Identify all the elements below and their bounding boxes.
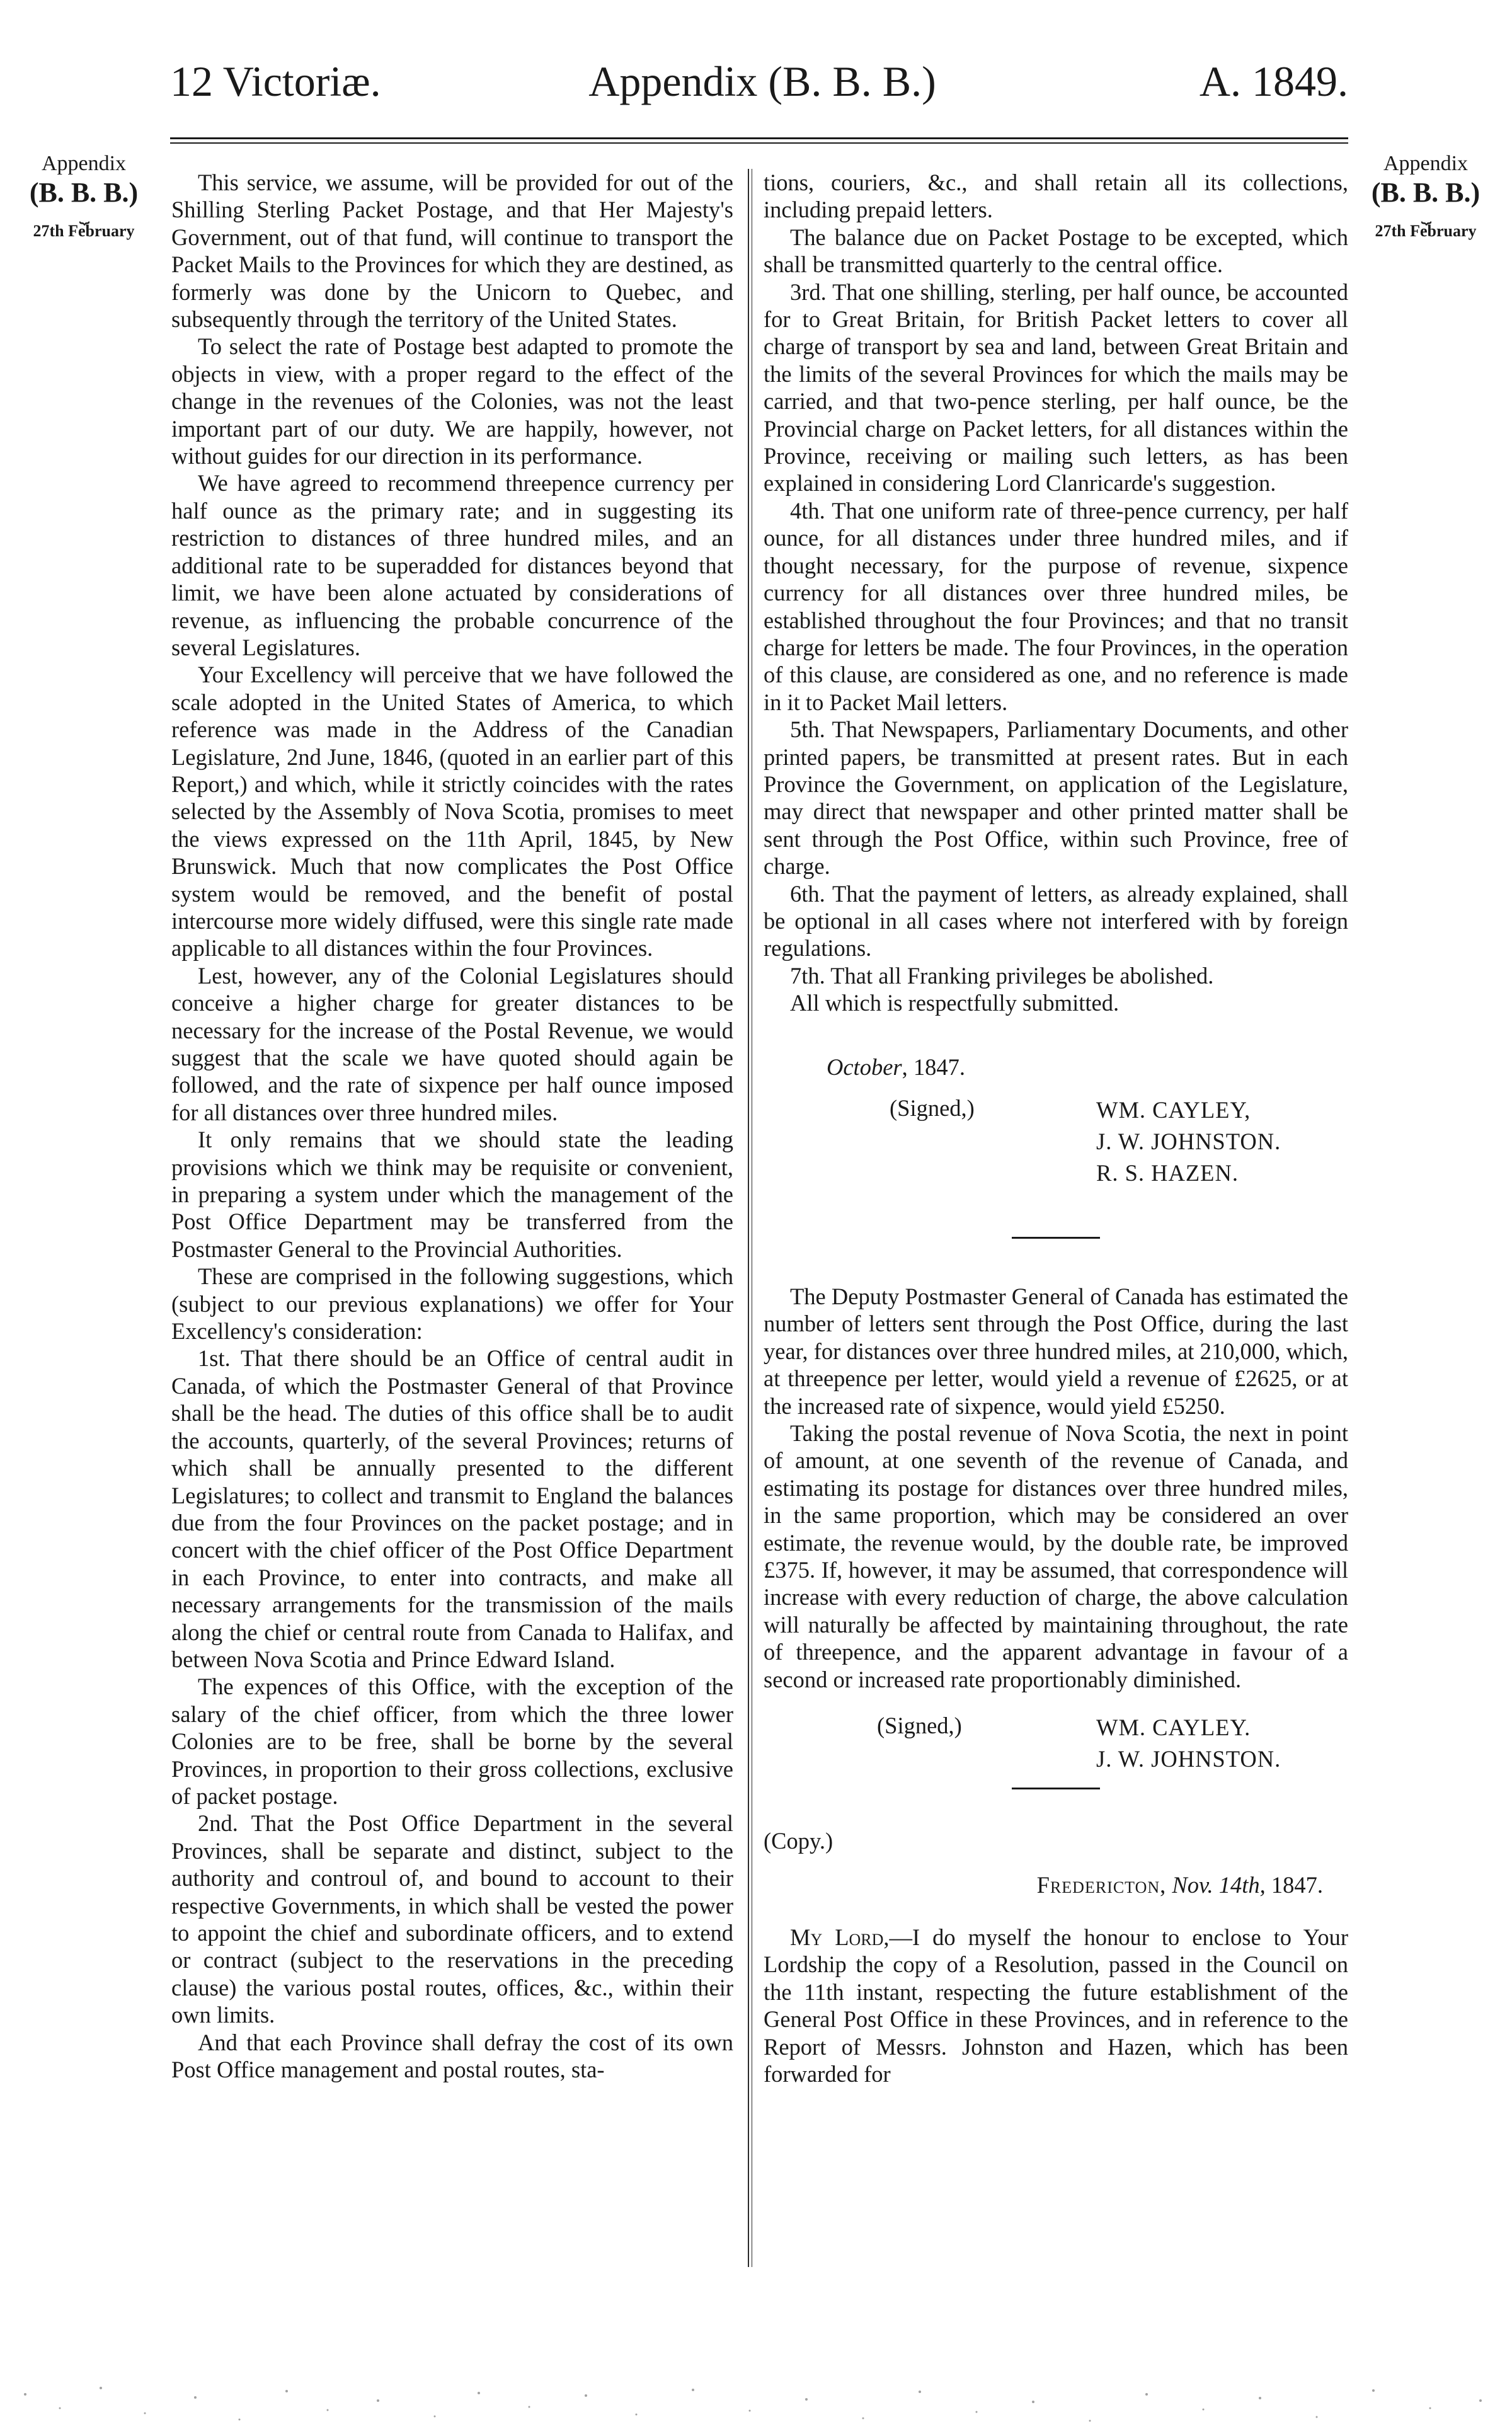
paragraph: The Deputy Postmaster General of Canada has estimated the number of letters sent through the Post Office, during the last year, for distances over three hundred miles, at 210,000, which, at threepence per letter, would yield a revenue of £2625, or at the increased rate of sixpence, would yield £5250. bbox=[764, 1283, 1348, 1419]
paragraph: We have agreed to recommend threepence currency per half ounce as the primary rate; and in suggesting its restriction to distances of three hundred miles, and an additional rate to be superadded for distances beyond that limit, we have been alone actuated by considerations of revenue, as influencing the probable concurrence of the several Legislatures. bbox=[171, 470, 733, 660]
report-date-year: , 1847. bbox=[902, 1053, 965, 1080]
paragraph: And that each Province shall defray the cost of its own Post Office management and postal routes, sta- bbox=[171, 2029, 733, 2083]
section-separator bbox=[1012, 1237, 1100, 1239]
signer-name: J. W. JOHNSTON. bbox=[1096, 1746, 1281, 1772]
salutation: My Lord, bbox=[790, 1924, 890, 1950]
letter-place: Fredericton, bbox=[1036, 1871, 1167, 1898]
paragraph: This service, we assume, will be provided for out of the Shilling Sterling Packet Postage, and that Her Majesty's Government, out of that fund, will continue to transport the Packet Mails to the Provinces for which they are destined, as formerly was done by the Unicorn to Quebec, and subsequently through the territory of the United States. bbox=[171, 169, 733, 333]
signer-name: R. S. HAZEN. bbox=[1096, 1160, 1239, 1186]
header-appendix: Appendix (B. B. B.) bbox=[588, 57, 936, 105]
page-header bbox=[170, 57, 1348, 113]
paragraph: Taking the postal revenue of Nova Scotia, the next in point of amount, at one seventh of the revenue of Canada, and estimating its postage for distances over three hundred miles, in the same proportion, which may be considered an over estimate, the revenue would, by the double rate, be improved £375. If, however, it may be assumed, that correspondence will increase with every reduction of charge, the above calculation will naturally be affected by maintaining throughout, the rate of threepence, and the apparent advantage in favour of a second or increased rate proportionably diminished. bbox=[764, 1420, 1348, 1692]
paragraph: Lest, however, any of the Colonial Legislatures should conceive a higher charge for greater distances to be necessary for the increase of the Postal Revenue, we would suggest that the scale we have quoted should again be followed, and the rate of sixpence per half ounce imposed for all distances over three hundred miles. bbox=[171, 962, 733, 1125]
paragraph: The balance due on Packet Postage to be excepted, which shall be transmitted quarterly to the central office. bbox=[764, 224, 1348, 278]
paragraph: Your Excellency will perceive that we have followed the scale adopted in the United States of America, to which reference was made in the Address of the Canadian Legislature, 2nd June, 1846, (quoted in an earlier part of this Report,) and which, while it strictly coincides with the rates selected by the Assembly of Nova Scotia, promises to meet the views expressed on the 11th April, 1845, by New Brunswick. Much that now complicates the Post Office system would be removed, and the benefit of postal intercourse more widely diffused, were this single rate made applicable to all distances within the four Provinces. bbox=[171, 662, 733, 962]
letter-body bbox=[764, 1924, 1348, 2087]
signature-block bbox=[764, 1712, 1348, 1781]
paragraph: To select the rate of Postage best adapted to promote the objects in view, with a proper regard to the effect of the change in the revenues of the Colonies, was not the least important part of our duty. We are happily, however, not without guides for our direction in its performance. bbox=[171, 333, 733, 469]
margin-note-date: 27th February bbox=[33, 222, 135, 240]
paragraph: 7th. That all Franking privileges be abolished. bbox=[790, 962, 1214, 989]
signer-name: J. W. JOHNSTON. bbox=[1096, 1128, 1281, 1154]
scan-noise bbox=[0, 2369, 1512, 2434]
paragraph: The expences of this Office, with the exception of the salary of the chief officer, from which the three lower Colonies are to be free, shall be borne by the several Provinces, in proportion to their gross collections, exclusive of packet postage. bbox=[171, 1673, 733, 1809]
letter-year: 1847. bbox=[1271, 1871, 1323, 1898]
paragraph: tions, couriers, &c., and shall retain all its collections, including prepaid letters. bbox=[764, 169, 1348, 223]
paragraph: 2nd. That the Post Office Department in the several Provinces, shall be separate and distinct, subject to the authority and controul of, and bound to account to their respective Governments, in which shall be vested the power to appoint the chief and subordinate officers, and to extend or contract (subject to the reservations in the preceding clause) the various postal routes, offices, &c., within their own limits. bbox=[171, 1810, 733, 2028]
header-year: A. 1849. bbox=[1199, 57, 1348, 105]
margin-note-right bbox=[1353, 151, 1498, 242]
paragraph: 6th. That the payment of letters, as already explained, shall be optional in all cases where not interfered with by foreign regulations. bbox=[764, 880, 1348, 962]
section-separator bbox=[1012, 1788, 1100, 1789]
signed-label: (Signed,) bbox=[877, 1713, 962, 1739]
column-divider bbox=[748, 169, 749, 2267]
margin-note-left bbox=[11, 151, 156, 242]
paragraph: All which is respectfully submitted. bbox=[790, 990, 1120, 1016]
paragraph: 3rd. That one shilling, sterling, per half ounce, be accounted for to Great Britain, for British Packet letters to cover all charge of transport by sea and land, between Great Britain and the limits of the several Provinces for which the mails may be carried, and that two-pence sterling, per half ounce, be the Provincial charge on Packet letters, for all distances within the Province, receiving or mailing such letters, as has been explained in considering Lord Clanricarde's suggestion. bbox=[764, 278, 1348, 497]
margin-note-date: 27th February bbox=[1375, 222, 1477, 240]
report-date-month: October bbox=[827, 1053, 902, 1080]
margin-note-code: (B. B. B.) bbox=[29, 177, 139, 208]
margin-brace-icon: ⏟ bbox=[79, 205, 89, 224]
margin-note-code: (B. B. B.) bbox=[1371, 177, 1480, 208]
signer-name: WM. CAYLEY, bbox=[1096, 1097, 1251, 1123]
margin-note-title: Appendix bbox=[41, 152, 127, 175]
letter-dateline bbox=[764, 1871, 1323, 1898]
header-session: 12 Victoriæ. bbox=[170, 57, 381, 105]
signer-name: WM. CAYLEY. bbox=[1096, 1714, 1251, 1741]
paragraph: These are comprised in the following suggestions, which (subject to our previous explanations) we offer for Your Excellency's consideration: bbox=[171, 1263, 733, 1345]
paragraph: 5th. That Newspapers, Parliamentary Documents, and other printed papers, be transmitted at present rates. But in each Province the Government, on application of the Legislature, may direct that newspaper and other printed matter shall be sent through the Post Office, within such Province, free of charge. bbox=[764, 716, 1348, 880]
letter-date: Nov. 14th, bbox=[1172, 1871, 1266, 1898]
margin-brace-icon: ⏟ bbox=[1421, 205, 1431, 224]
signer-names bbox=[1096, 1712, 1281, 1775]
signer-names bbox=[1096, 1094, 1281, 1189]
header-rule-thin bbox=[170, 142, 1348, 144]
copy-label: (Copy.) bbox=[764, 1828, 833, 1854]
paragraph: 4th. That one uniform rate of three-pence currency, per half ounce, for all distances under three hundred miles, and if thought necessary, for the purpose of revenue, sixpence currency for all distances over three hundred miles, be established throughout the four Provinces; and that no transit charge for letters be made. The four Provinces, in the operation of this clause, are considered as one, and no reference is made in it to Packet Mail letters. bbox=[764, 497, 1348, 715]
margin-note-title: Appendix bbox=[1383, 152, 1469, 175]
right-column bbox=[764, 169, 1348, 2087]
paragraph: It only remains that we should state the leading provisions which we think may be requisite or convenient, in preparing a system under which the management of the Post Office Department may be transferred from the Postmaster General to the Provincial Authorities. bbox=[171, 1127, 733, 1262]
signature-block bbox=[764, 1094, 1348, 1202]
signed-label: (Signed,) bbox=[890, 1095, 975, 1121]
letter-text: —I do myself the honour to enclose to Your Lordship the copy of a Resolution, passed in the Council on the 11th instant, respecting the future establishment of the General Post Office in these Provinces, and in reference to the Report of Messrs. Johnston and Hazen, which has been forwarded for bbox=[764, 1924, 1348, 2087]
report-date bbox=[827, 1053, 1348, 1081]
left-column bbox=[171, 169, 733, 2083]
paragraph: 1st. That there should be an Office of central audit in Canada, of which the Postmaster General of that Province shall be the head. The duties of this office shall be to audit the accounts, quarterly, of the several Provinces; returns of which shall be annually presented to the different Legislatures; to collect and transmit to England the balances due from the four Provinces on the packet postage; and in concert with the chief officer of the Post Office Department in each Province, to enter into contracts, and make all necessary arrangements for the transmission of the mails along the chief or central route from Canada to Halifax, and between Nova Scotia and Prince Edward Island. bbox=[171, 1345, 733, 1672]
header-rule-thick bbox=[170, 137, 1348, 139]
